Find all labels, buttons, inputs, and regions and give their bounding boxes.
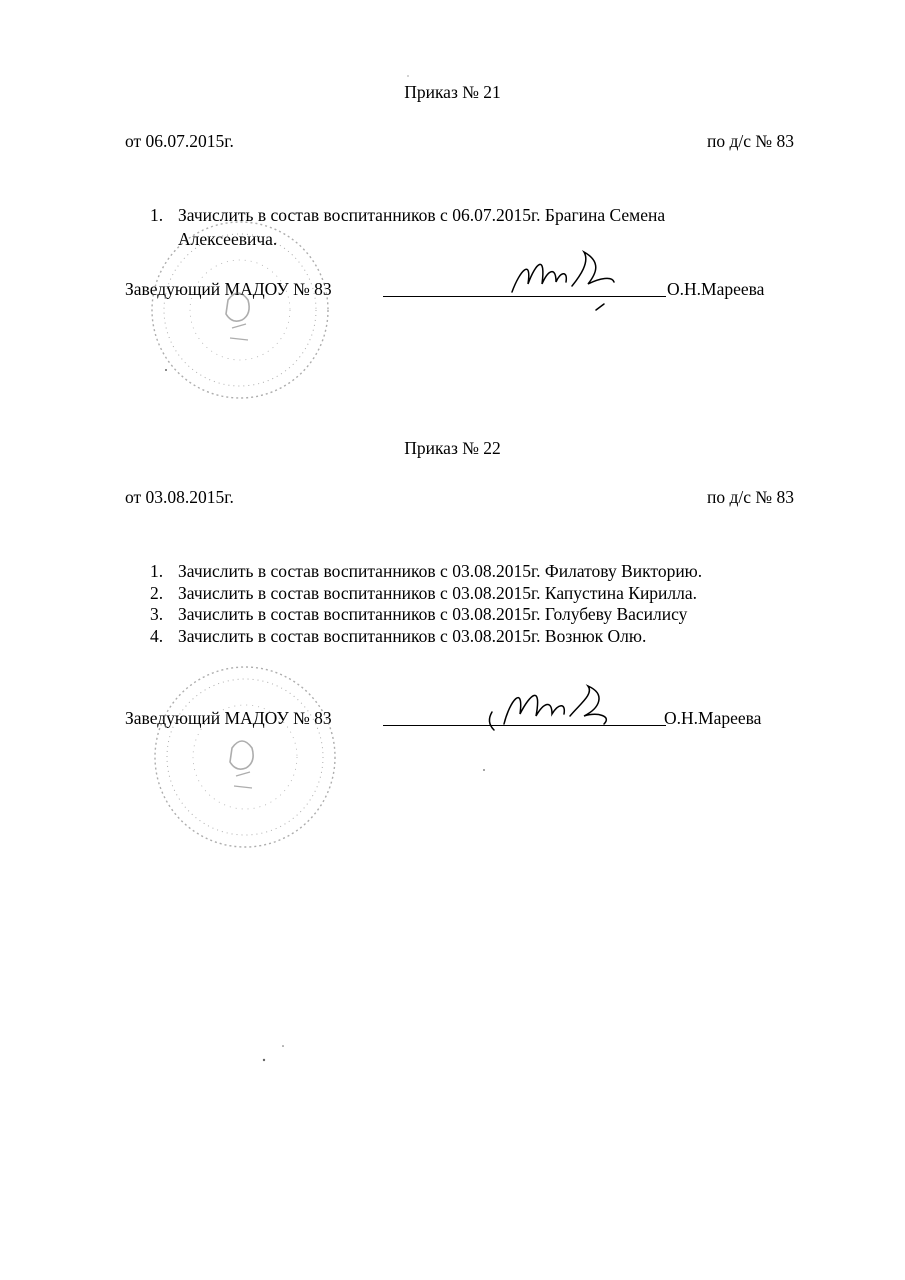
item-text: Зачислить в состав воспитанников с 06.07.2015г. Брагина Семена — [178, 205, 666, 225]
item-text: Зачислить в состав воспитанников с 03.08.2015г. Вознюк Олю. — [178, 625, 647, 646]
list-item — [150, 625, 702, 650]
signatory-position: Заведующий МАДОУ № 83 — [125, 708, 332, 728]
list-item — [150, 606, 702, 628]
order-title: Приказ № 21 — [404, 82, 501, 102]
list-item-continuation — [150, 228, 665, 253]
org-name: по д/с № 83 — [707, 131, 794, 151]
handwritten-signature — [489, 686, 606, 730]
order-title: Приказ № 22 — [404, 438, 501, 458]
list-item — [150, 563, 702, 585]
signature-line — [383, 296, 666, 297]
item-text: Зачислить в состав воспитанников с 03.08.2015г. Голубеву Василису — [178, 604, 688, 624]
item-number: 1. — [150, 205, 164, 225]
item-number: 2. — [150, 582, 164, 603]
item-text: Алексеевича. — [178, 228, 278, 249]
order-date: от 06.07.2015г. — [125, 131, 234, 151]
item-number: 3. — [150, 604, 164, 624]
order-date: от 03.08.2015г. — [125, 487, 234, 507]
item-number: 4. — [150, 625, 164, 646]
order-items — [150, 207, 665, 252]
handwritten-signature — [512, 252, 614, 310]
org-name: по д/с № 83 — [707, 487, 794, 507]
item-text: Зачислить в состав воспитанников с 03.08.2015г. Капустина Кирилла. — [178, 582, 698, 603]
signature-line — [383, 725, 666, 726]
item-number: 1. — [150, 561, 164, 581]
list-item — [150, 207, 665, 229]
signatory-name: О.Н.Мареева — [667, 279, 765, 299]
round-stamp — [155, 667, 335, 847]
list-item — [150, 582, 702, 607]
order-items — [150, 563, 702, 649]
item-text: Зачислить в состав воспитанников с 03.08.2015г. Филатову Викторию. — [178, 561, 703, 581]
signatory-name: О.Н.Мареева — [664, 708, 762, 728]
signatory-position: Заведующий МАДОУ № 83 — [125, 279, 332, 299]
